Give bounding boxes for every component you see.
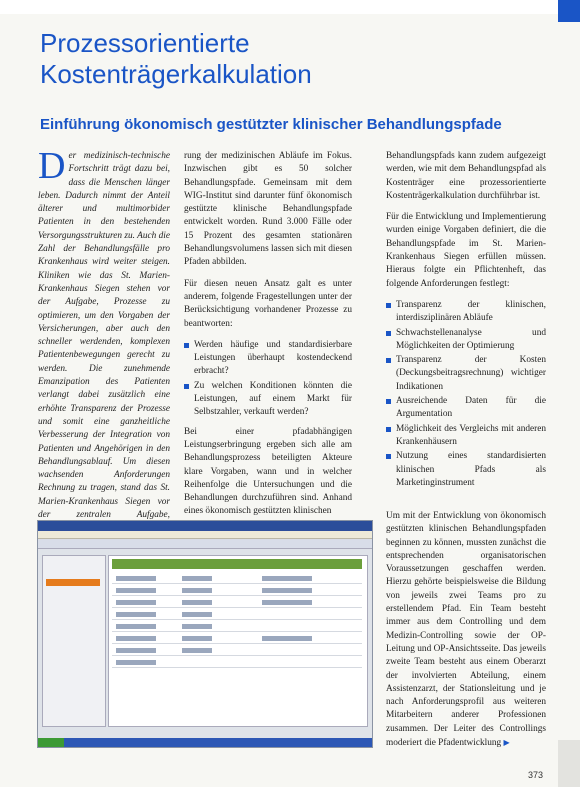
column-2 [184,150,352,527]
requirements-list [386,299,546,490]
start-button [38,738,64,747]
continue-arrow-icon: ▶ [503,738,510,748]
intro-text: er medizinisch-technische Fortschritt trägt dazu bei, dass die Menschen länger leben. Dadurch nimmt der Anteil älterer und multimorbider Patienten in den bestehenden Versorgungsstrukturen zu. Auch die Zahl der Behandlungsfälle pro Krankenhaus wird weiter steigen. Kliniken wie das St. Marien-Krankenhaus Siegen stehen vor der Aufgabe, Prozesse zu optimieren, um den Vorgaben der Versicherungen, aber auch den schneller werdenden, komplexen Patientenbewegungen gerecht zu werden. Die zunehmende Emanzipation des Patienten verlangt dabei zusätzlich eine erhöhte Transparenz der Prozesse und somit eine ganzheitliche Verbesserung der Integration von Patienten und Angehörigen in den Behandlungsablauf. Um diesen wachsenden Anforderungen Rechnung zu tragen, stand das St. Marien-Krankenhaus Siegen vor der zentralen Aufgabe, [38,151,170,521]
question-list [184,339,352,420]
page-edge-strip [558,740,580,787]
body-paragraph: Bei einer pfadabhängigen Leistungserbringung ergeben sich alle am Behandlungsprozess beteiligten Akteure klare Vorgaben, wann und in welcher Reihenfolge die Untersuchungen und die Behandlungen durchzuführen sind. Anhand eines ökonomisch gestützten klinischen [184,426,352,517]
list-item: Transparenz der klinischen, interdisziplinären Abläufe [386,299,546,326]
content-pane [108,555,368,727]
body-paragraph [386,510,546,750]
list-item: Nutzung eines standardisierten klinischen Pfads als Marketinginstrument [386,450,546,490]
drop-cap: D [38,145,66,187]
selected-nav-item [46,579,100,586]
page-number: 373 [528,770,544,780]
title-line-2: Kostenträgerkalkulation [40,59,312,89]
body-paragraph: rung der medizinischen Abläufe im Fokus. Inzwischen gibt es 50 solcher Behandlungspfade. Gemeinsam mit dem WIG-Institut sind darunter fünf ökonomisch gestützte klinische Behandlungspfade entwickelt worden. Rund 3.000 Fälle oder 15 Prozent des gesamten stationären Behandlungsvolumens lassen sich mit diesen Pfaden abbilden. [184,151,352,268]
table-row [112,658,362,668]
list-item: Transparenz der Kosten (Deckungsbeitragsrechnung) wichtiger Indikationen [386,354,546,394]
software-screenshot-figure [37,520,373,748]
body-paragraph: Behandlungspfads kann zudem aufgezeigt werden, wie mit dem Behandlungspfad als Kostenträger eine prozessorientierte Kostenträgerkalkulation durchführbar ist. [386,151,546,201]
list-item: Werden häufige und standardisierbare Leistungen überhaupt kostendeckend erbracht? [184,339,352,379]
table-row [112,634,362,644]
article-title [40,28,312,90]
table-row [112,622,362,632]
windows-taskbar [38,738,372,747]
window-titlebar [38,521,372,531]
corner-marker [558,0,580,22]
list-item: Zu welchen Konditionen könnten die Leistungen, auf einem Markt für Selbstzahler, verkauft werden? [184,380,352,420]
article-subtitle: Einführung ökonomisch gestützter klinischer Behandlungspfade [40,116,502,133]
table-row [112,646,362,656]
table-row [112,574,362,584]
intro-paragraph [38,145,170,562]
table-row [112,598,362,608]
table-row [112,586,362,596]
list-item: Schwachstellenanalyse und Möglichkeiten der Optimierung [386,327,546,354]
body-text: Um mit der Entwicklung von ökonomisch gestützten klinischen Behandlungspfaden beginnen zu können, mussten zunächst die entsprechenden organisatorischen Voraussetzungen geschaffen werden. Hierzu gehörte beispielsweise die Bildung von jeweils zwei Teams pro zu erstellendem Pfad. Ein Team besteht immer aus dem Controlling und dem Medizin-Controlling sowie der OP-Leitung und OP-Ansichtsseite. Das jeweils zweite Team besteht aus einem Oberarzt der involvierten Abteilung, einem Assistenzarzt, der Stationsleitung und je nach Anforderungsprofil aus weiteren Mitarbeitern anderer Professionen zusammen. Der Leiter des Controllings moderiert die Pfadentwicklung [386,511,546,749]
body-paragraph: Für diesen neuen Ansatz galt es unter anderem, folgende Fragestellungen unter der Berücksichtigung vorhandener Prozesse zu beantworten: [184,278,352,329]
list-item: Möglichkeit des Vergleichs mit anderen Krankenhäusern [386,423,546,450]
title-line-1: Prozessorientierte [40,28,250,58]
window-toolbar [38,539,372,549]
window-menubar [38,531,372,539]
column-3 [386,150,546,496]
pathway-header-bar [112,559,362,569]
page-top-margin [0,0,580,14]
list-item: Ausreichende Daten für die Argumentation [386,395,546,422]
body-paragraph: Für die Entwicklung und Implementierung wurden einige Vorgaben definiert, die die Behandlungspfade im St. Marien-Krankenhaus Siegen erfüllen müssen. Hieraus folgte ein Pflichtenheft, das folgende Anforderungen festlegt: [386,212,546,289]
column-3-lower [386,510,546,758]
table-row [112,610,362,620]
